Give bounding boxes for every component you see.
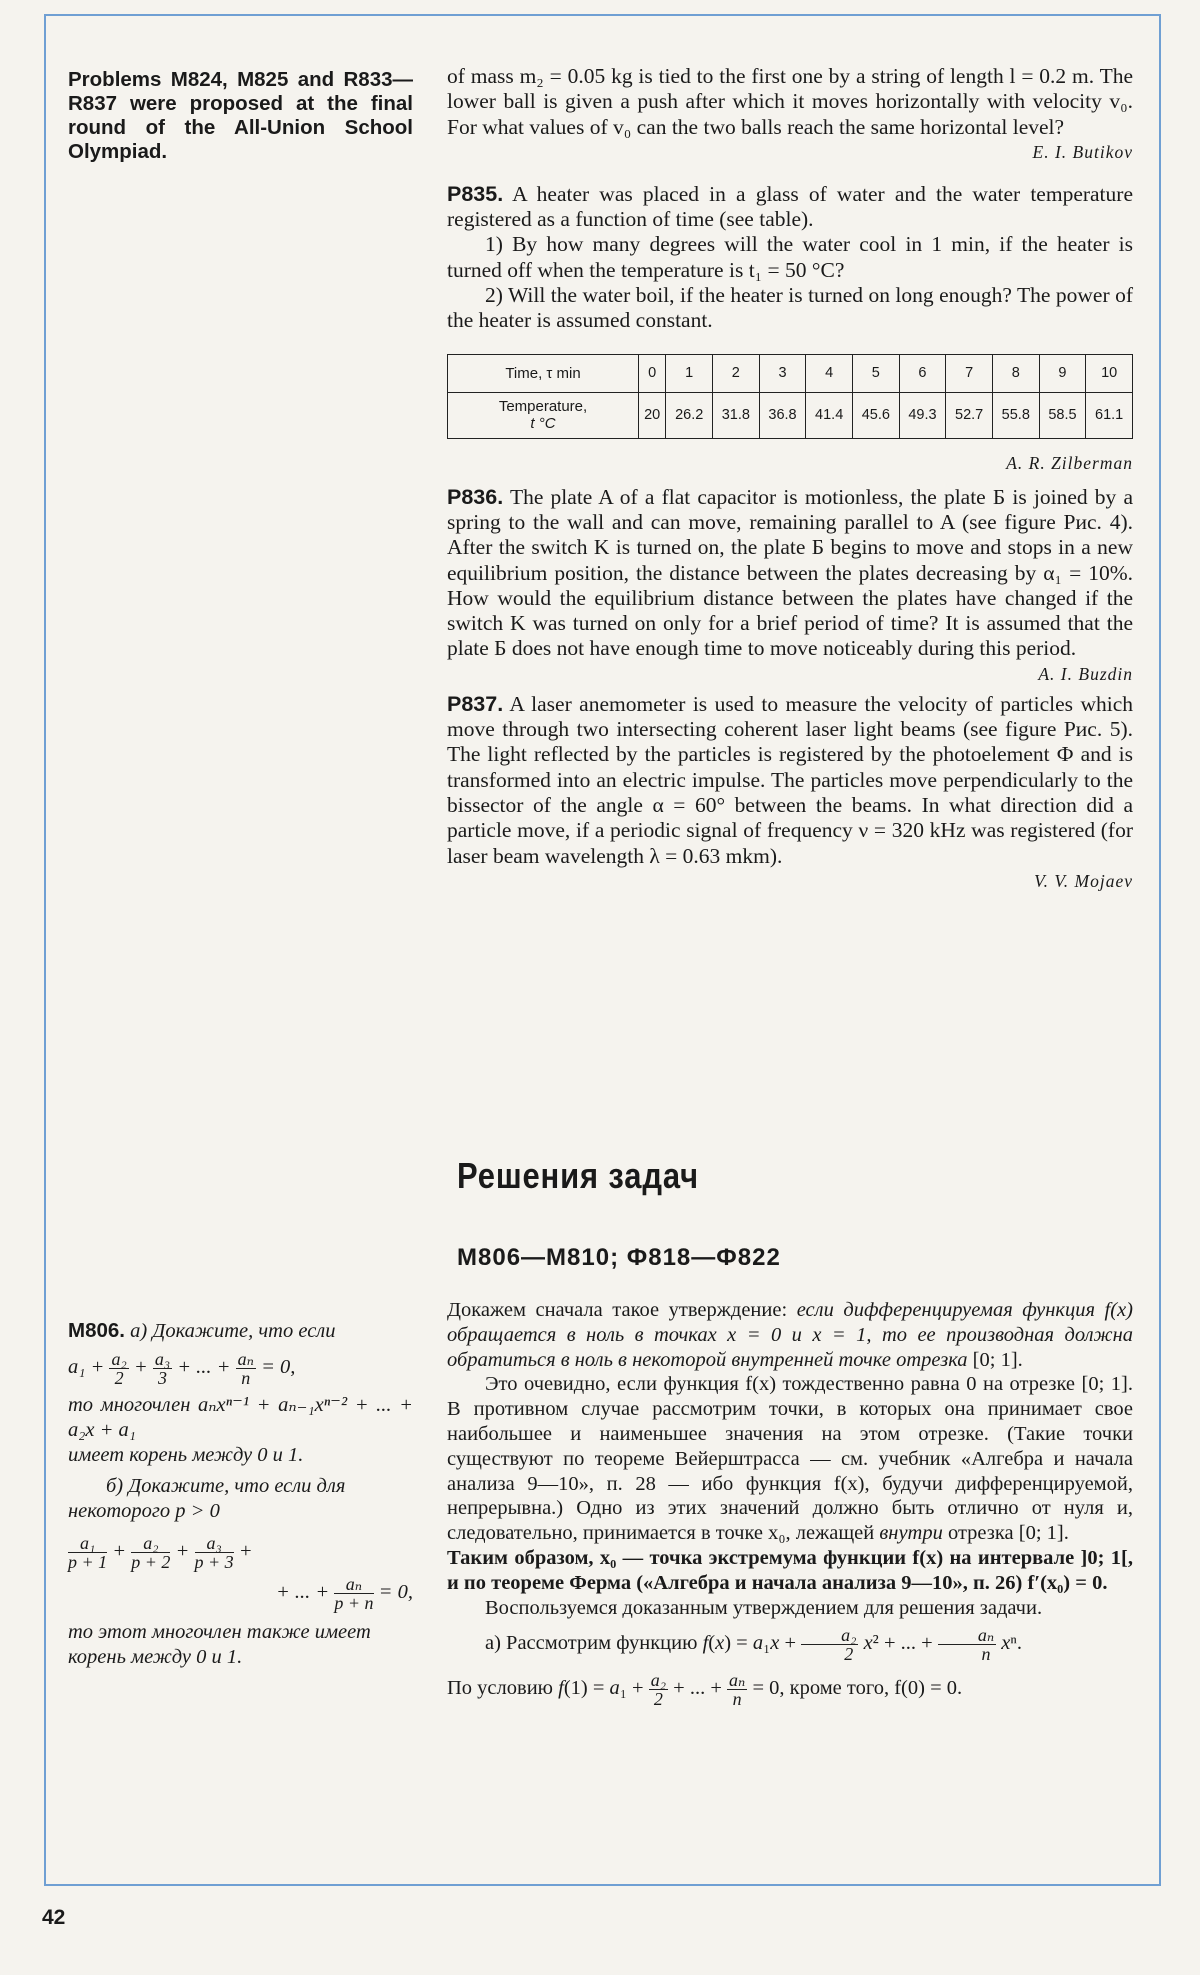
intro-note: Problems M824, M825 and R833—R837 were proposed at the final round of the All-Union School Olympiad. [68, 68, 413, 163]
p835-q1: 1) By how many degrees will the water cool in 1 min, if the heater is turned off when the temperature is t₁ = 50 °C? [447, 232, 1133, 282]
p835-q2: 2) Will the water boil, if the heater is turned on long enough? The power of the heater is assumed constant. [447, 283, 1133, 333]
temp-cell: 20 [639, 392, 666, 438]
p837-text [447, 692, 1133, 869]
temp-cell: 55.8 [992, 392, 1039, 438]
m806-part-a-then-2: имеет корень между 0 и 1. [68, 1444, 304, 1466]
time-cell: 3 [759, 354, 806, 392]
solution-p4: Воспользуемся доказанным утверждением для решения задачи. [485, 1596, 1043, 1619]
temp-cell: 45.6 [852, 392, 899, 438]
temp-cell: 61.1 [1086, 392, 1133, 438]
p835-author: A. R. Zilberman [1006, 452, 1133, 473]
time-cell: 6 [899, 354, 946, 392]
m806-part-b-start: б) Докажите, что если для некоторого p > 0 [68, 1475, 346, 1522]
solution-p2 [447, 1372, 1133, 1546]
solutions-subheading: M806—M810; Ф818—Ф822 [457, 1244, 781, 1271]
m806-formula-b-line1: $\frac{\text{a₁}}{p + 1}$ + $\frac{\text{a₂}}{p + 2}$ + $\frac{\text{a₃}}{p + 3}$ + [68, 1533, 253, 1572]
p836-author: A. I. Buzdin [1038, 663, 1133, 684]
solution-p2-italic: внутри [879, 1522, 943, 1545]
temp-cell: 41.4 [806, 392, 853, 438]
solution-p2-body: Это очевидно, если функция f(x) тождественно равна 0 на отрезке [0; 1]. В противном случае рассмотрим точки, в которых она принимает свое наибольшее и наименьшее значения на этом отрезке. (Такие точки существуют по теореме Вейерштрасса — см. учебник «Алгебра и начала анализа 9—10», п. 28 — ибо функция f(x), будучи дифференцируемой, непрерывна.) Одно из этих значений должно быть отлично от нуля и, следовательно, принимается в точке x₀, лежащей [447, 1373, 1133, 1545]
p834-continuation: of mass m₂ = 0.05 kg is tied to the first one by a string of length l = 0.2 m. The lower ball is given a push after which it moves horizontally with velocity v₀. For what values of v₀ can the two balls reach the same horizontal level? [447, 64, 1133, 139]
time-cell: 1 [666, 354, 713, 392]
p837-author: V. V. Mojaev [1034, 870, 1133, 891]
time-row-label: Time, τ min [448, 354, 639, 392]
time-cell: 9 [1039, 354, 1086, 392]
page-number: 42 [42, 1906, 66, 1929]
solution-p1 [447, 1298, 1133, 1372]
solution-p1-tail: [0; 1]. [972, 1348, 1023, 1371]
temperature-table [447, 354, 1133, 439]
p836-text [447, 485, 1133, 662]
solution-p6-start: По условию [447, 1677, 553, 1700]
solution-p5-start: а) Рассмотрим функцию [485, 1632, 698, 1655]
time-cell: 5 [852, 354, 899, 392]
temp-cell: 36.8 [759, 392, 806, 438]
m806-part-a-start: а) Докажите, что если [130, 1320, 336, 1342]
p837-body: A laser anemometer is used to measure the velocity of particles which move through two intersecting coherent laser light beams (see figure Рис. 5). The light reflected by the particles is registered by the photoelement Ф and is transformed into an electric impulse. The particles move perpendicularly to the bissector of the angle α = 60° between the beams. In what direction did a particle move, if a periodic signal of frequency ν = 320 kHz was registered (for laser beam wavelength λ = 0.63 mkm). [447, 691, 1133, 868]
solution-p6-tail: кроме того, f(0) = 0. [789, 1677, 963, 1700]
p834-author: E. I. Butikov [1032, 141, 1133, 162]
m806-part-b-end: то этот многочлен также имеет корень между 0 и 1. [68, 1621, 371, 1668]
time-cell: 4 [806, 354, 853, 392]
temperature-label-line2: t °C [530, 415, 556, 433]
temperature-row-label [448, 392, 639, 438]
time-cell: 0 [639, 354, 666, 392]
p835-id: P835. [447, 181, 504, 206]
solution-text [447, 1298, 1133, 1708]
temp-cell: 49.3 [899, 392, 946, 438]
m806-formula-a: a₁ + $\frac{\text{a₂}}{2}$ + $\frac{\text{a₃}}{3}$ + ... + $\frac{\text{aₙ}}{n}$ = 0, [68, 1349, 296, 1388]
m806-id: M806. [68, 1319, 125, 1342]
temperature-table-wrap [447, 354, 1133, 439]
time-cell: 2 [713, 354, 760, 392]
solution-p3: Таким образом, x₀ — точка экстремума функции f(x) на интервале ]0; 1[, и по теореме Ферма («Алгебра и начала анализа 9—10», п. 26) f′(x₀) = 0. [447, 1546, 1133, 1594]
p837-id: P837. [447, 691, 504, 716]
time-cell: 10 [1086, 354, 1133, 392]
temp-cell: 58.5 [1039, 392, 1086, 438]
p836-id: P836. [447, 484, 504, 509]
problems-column [447, 64, 1133, 893]
p835-text [447, 182, 1133, 233]
temperature-row [448, 392, 1133, 438]
time-row [448, 354, 1133, 392]
temp-cell: 26.2 [666, 392, 713, 438]
time-cell: 8 [992, 354, 1039, 392]
solution-p1-italic: если дифференцируемая функция f(x) обращается в ноль в точках x = 0 и x = 1, то ее производная должна обратиться в ноль в некоторой внутренней точке отрезка [447, 1299, 1133, 1371]
temperature-label-line1: Temperature, [498, 398, 588, 416]
solution-p5: а) Рассмотрим функцию f(x) = a₁x + $\frac{\text{a₂}}{2}$ x² + ... + $\frac{\text{aₙ}}{n}$ xⁿ. [485, 1625, 1022, 1665]
temp-cell: 52.7 [946, 392, 993, 438]
solution-p6: По условию f(1) = a₁ + $\frac{\text{a₂}}{2}$ + ... + $\frac{\text{aₙ}}{n}$ = 0, кроме того, f(0) = 0. [447, 1670, 963, 1710]
solution-p2-tail: отрезка [0; 1]. [947, 1522, 1069, 1545]
p835-body: A heater was placed in a glass of water and the water temperature registered as a function of time (see table). [447, 181, 1133, 232]
m806-part-a-then-1: то многочлен aₙxⁿ⁻¹ + aₙ₋₁xⁿ⁻² + ... + a₂x + a₁ [68, 1394, 413, 1441]
time-cell: 7 [946, 354, 993, 392]
m806-part-a [68, 1318, 413, 1344]
p836-body: The plate A of a flat capacitor is motionless, the plate Б is joined by a spring to the wall and can move, remaining parallel to A (see figure Рис. 4). After the switch K is turned on, the plate Б begins to move and stops in a new equilibrium position, the distance between the plates decreasing by α₁ = 10%. How would the equilibrium distance between the plates have changed if the switch K was turned on only for a brief period of time? It is assumed that the plate Б does not have enough time to move noticeably during this period. [447, 484, 1133, 661]
m806-formula-b-line2: + ... + $\frac{\text{aₙ}}{p + n}$ = 0, [275, 1574, 413, 1613]
temp-cell: 31.8 [713, 392, 760, 438]
m806-problem [68, 1318, 413, 1670]
solution-p1-plain: Докажем сначала такое утверждение: [447, 1299, 788, 1321]
solutions-heading: Решения задач [457, 1155, 699, 1196]
